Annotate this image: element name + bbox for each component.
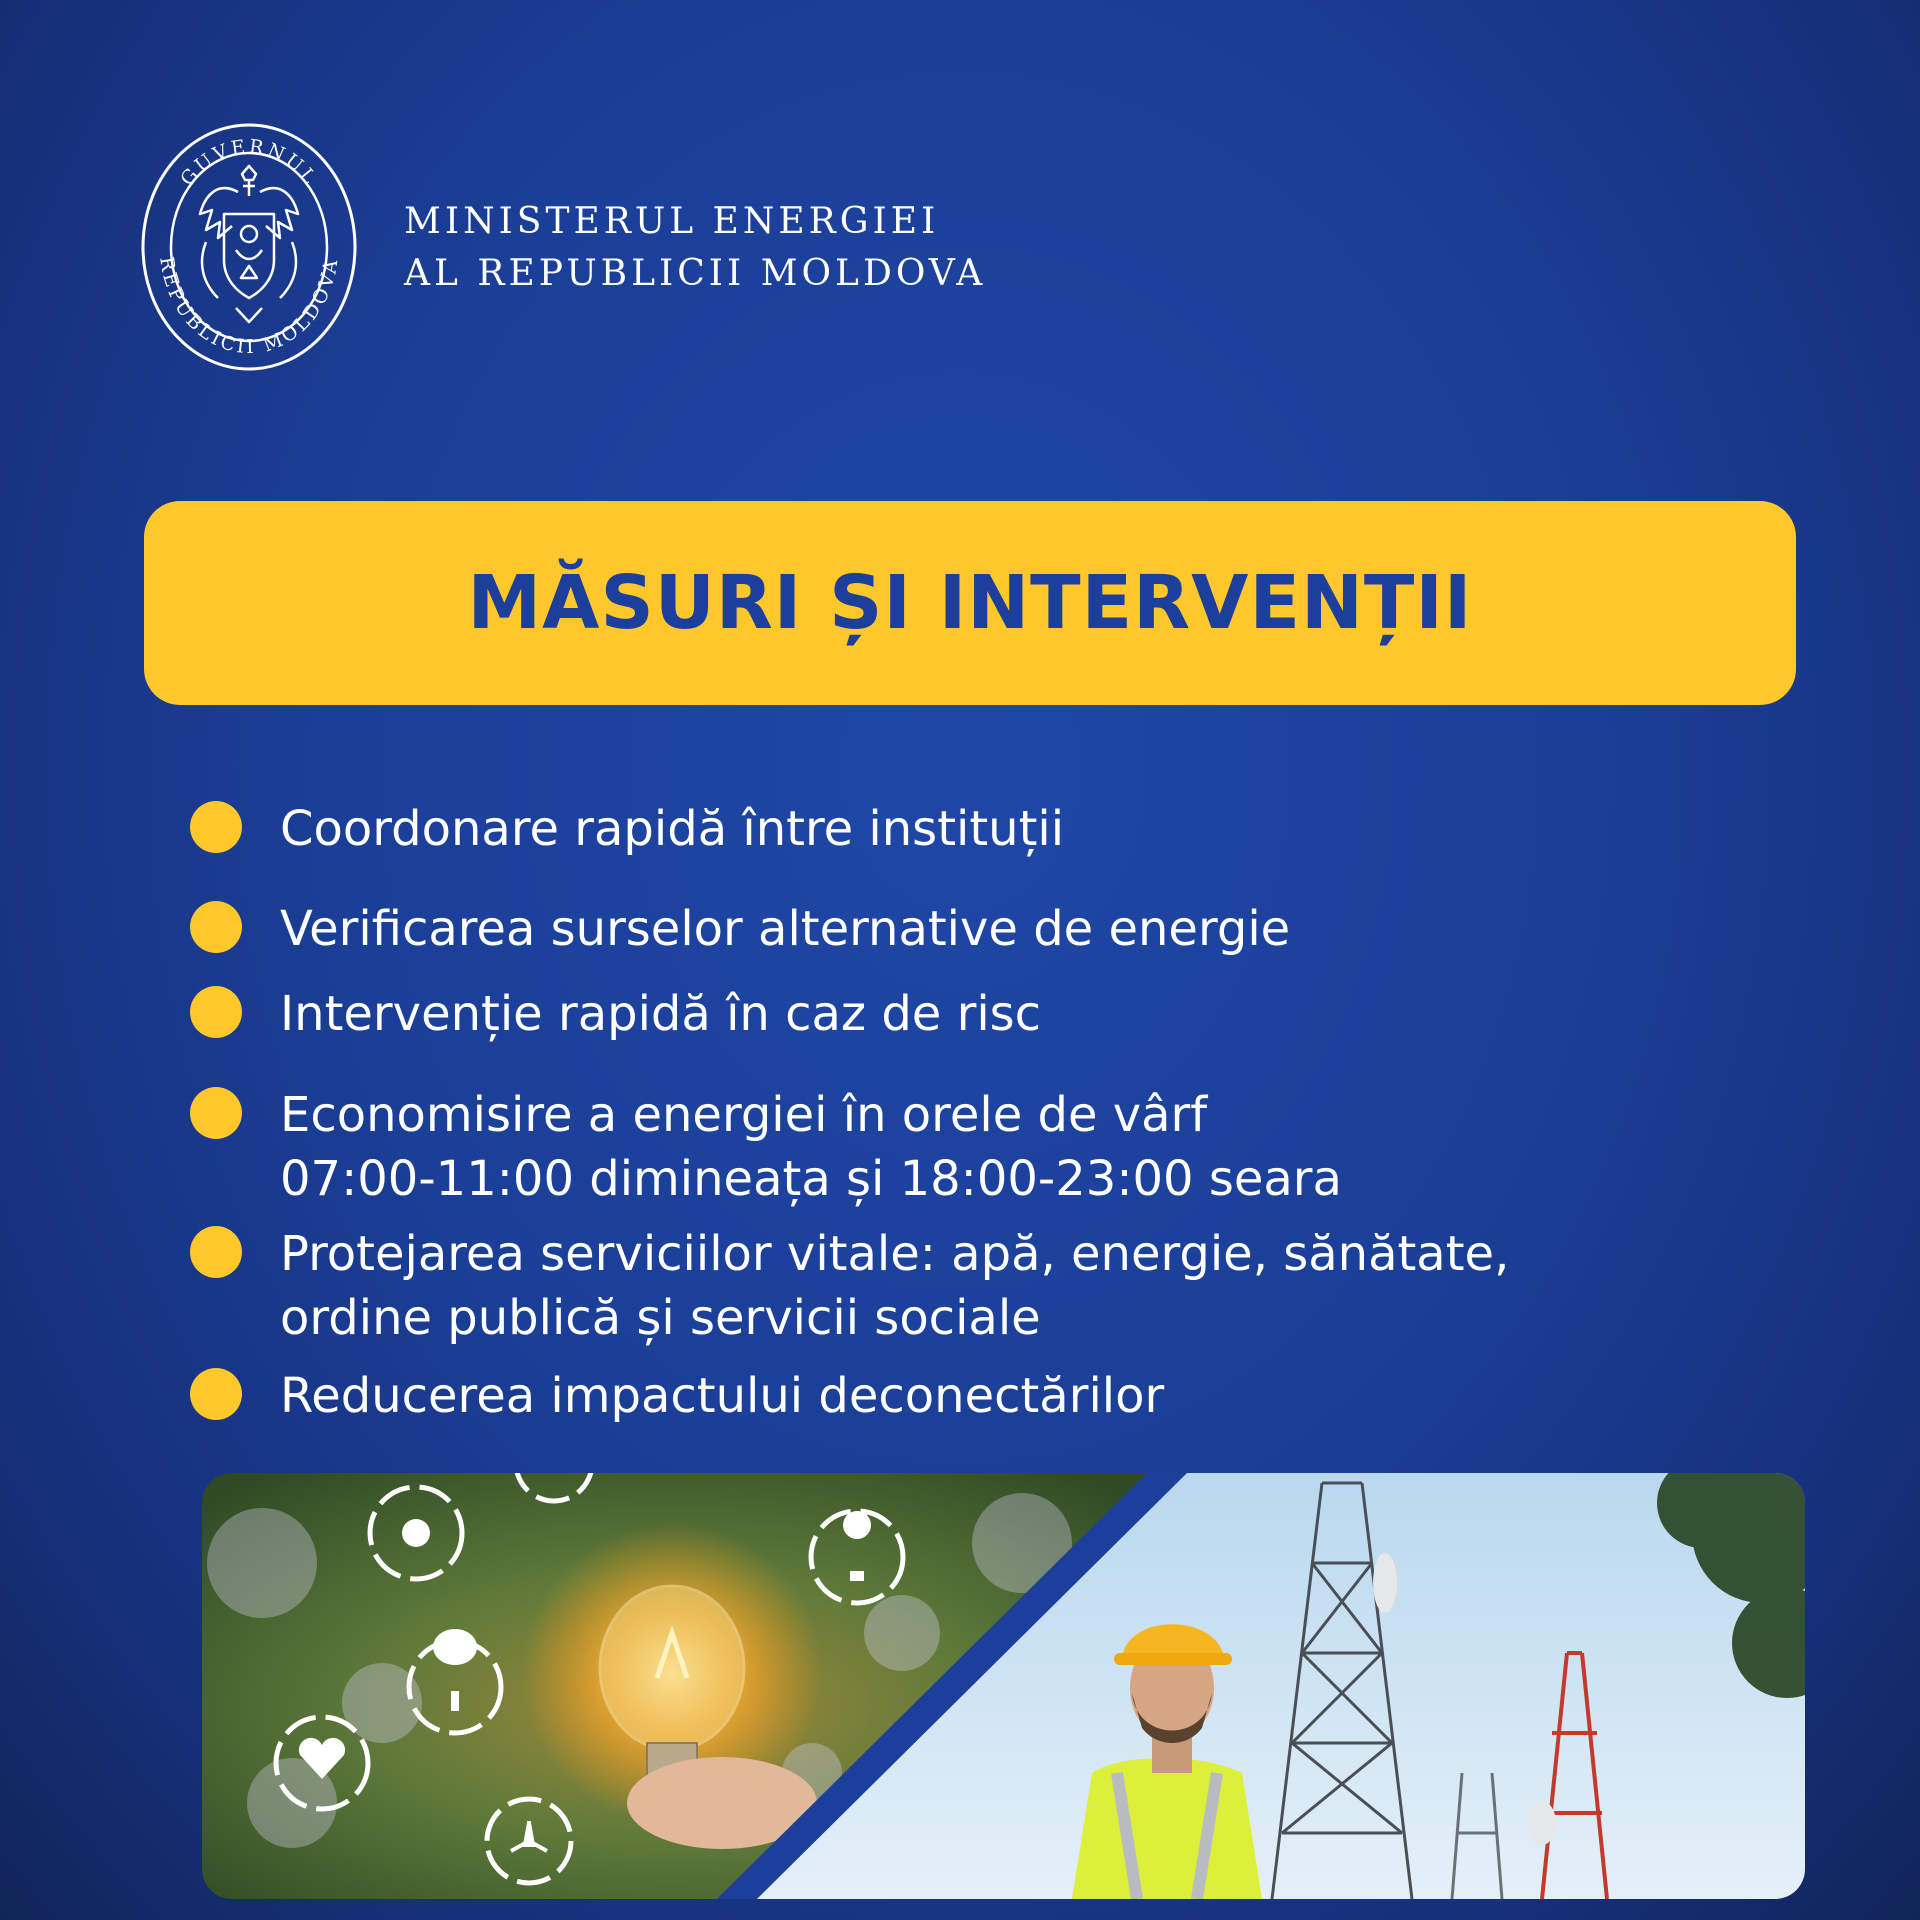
list-item-text: Coordonare rapidă între instituții	[280, 801, 1065, 857]
ministry-name-line1: MINISTERUL ENERGIEI	[404, 201, 940, 242]
list-item-text: Verificarea surselor alternative de energie	[280, 901, 1291, 957]
list-item-text: Protejarea serviciilor vitale: apă, energie, sănătate,	[280, 1226, 1510, 1282]
list-item-text: Intervenție rapidă în caz de risc	[280, 986, 1042, 1042]
bullet-dot	[190, 1226, 242, 1278]
svg-text:GUVERNUL: GUVERNUL	[176, 135, 322, 191]
list-item-text-line2: 07:00-11:00 dimineața și 18:00-23:00 seara	[280, 1151, 1342, 1207]
bullet-dot	[190, 986, 242, 1038]
bullet-dot	[190, 901, 242, 953]
page-title: MĂSURI ȘI INTERVENȚII	[467, 560, 1473, 646]
collage-illustration	[202, 1473, 1805, 1899]
photo-collage	[202, 1473, 1805, 1899]
list-item-text: Reducerea impactului deconectărilor	[280, 1368, 1165, 1424]
svg-text:REPUBLICII MOLDOVA: REPUBLICII MOLDOVA	[155, 255, 343, 359]
list-item-text: Economisire a energiei în orele de vârf	[280, 1087, 1208, 1143]
list-item-text-line2: ordine publică și servicii sociale	[280, 1290, 1041, 1346]
bullet-dot	[190, 1368, 242, 1420]
bullet-dot	[190, 1087, 242, 1139]
ministry-name-line2: AL REPUBLICII MOLDOVA	[404, 253, 987, 294]
bullet-dot	[190, 801, 242, 853]
